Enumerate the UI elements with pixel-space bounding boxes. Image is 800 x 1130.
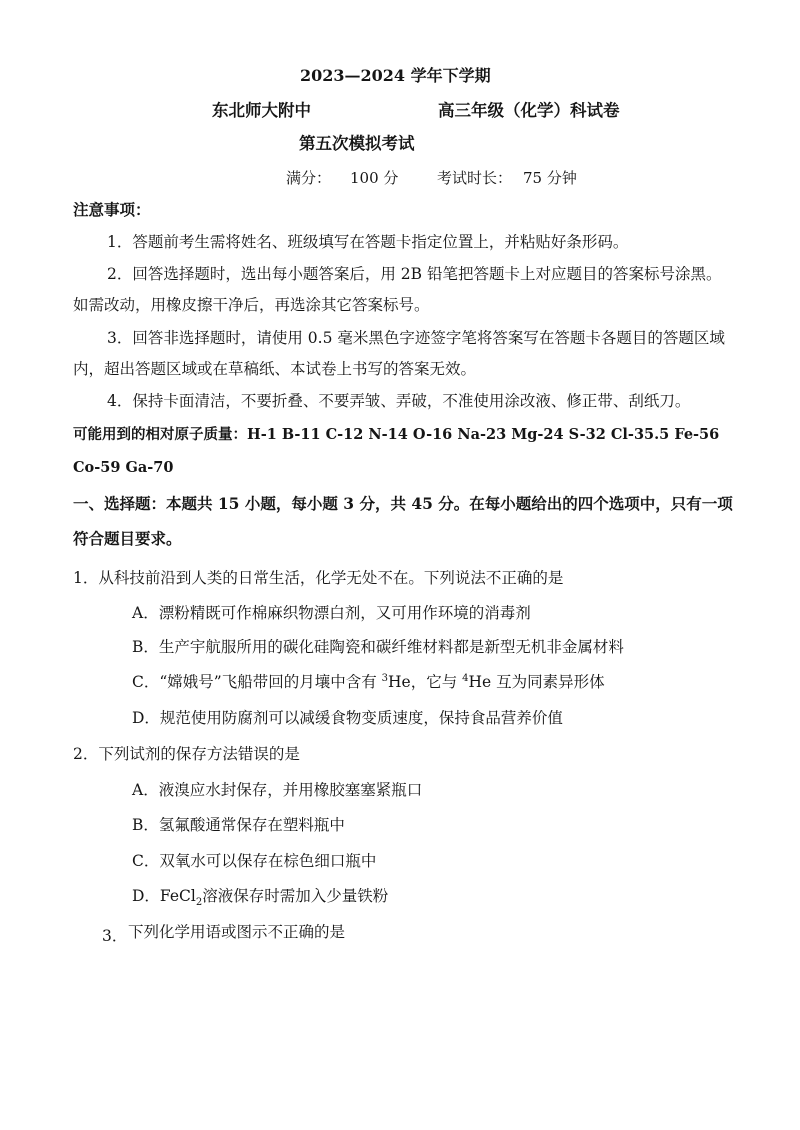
section1-heading-line2: 符合题目要求。 xyxy=(73,529,182,548)
q3-stem: 下列化学用语或图示不正确的是 xyxy=(128,923,346,941)
school-name: 东北师大附中 xyxy=(212,101,311,120)
q3-number: 3． xyxy=(102,927,128,945)
q1-option-c-post: He 互为同素异形体 xyxy=(468,673,605,691)
q1-option-c-sup1: 3 xyxy=(381,672,389,684)
q2-option-d-sub: 2 xyxy=(195,897,203,909)
q1-option-c xyxy=(132,672,605,692)
atomic-masses-line1: 可能用到的相对原子质量：H-1 B-11 C-12 N-14 O-16 Na-23 Mg-24 S-32 Cl-35.5 Fe-56 xyxy=(73,426,720,443)
q2-option-d xyxy=(132,886,389,909)
q2-option-a: A．液溴应水封保存，并用橡胶塞塞紧瓶口 xyxy=(132,781,423,799)
duration-value: 75 分钟 xyxy=(523,169,577,187)
q2-option-c: C．双氧水可以保存在棕色细口瓶中 xyxy=(132,852,377,870)
q2-option-d-pre: D．FeCl xyxy=(132,887,196,905)
exam-name: 第五次模拟考试 xyxy=(299,134,415,153)
notes-heading: 注意事项： xyxy=(73,200,151,219)
note-2b: 如需改动，用橡皮擦干净后，再选涂其它答案标号。 xyxy=(73,296,430,314)
note-3b: 内，超出答题区域或在草稿纸、本试卷上书写的答案无效。 xyxy=(73,360,477,378)
note-4: 4．保持卡面清洁，不要折叠、不要弄皱、弄破，不准使用涂改液、修正带、刮纸刀。 xyxy=(107,392,691,410)
q1-option-d: D．规范使用防腐剂可以减缓食物变质速度，保持食品营养价值 xyxy=(132,709,563,727)
duration-label: 考试时长： xyxy=(437,169,513,187)
q1-option-c-mid: He，它与 xyxy=(388,673,463,691)
q2-option-b: B．氢氟酸通常保存在塑料瓶中 xyxy=(132,816,345,834)
q1-option-b: B．生产宇航服所用的碳化硅陶瓷和碳纤维材料都是新型无机非金属材料 xyxy=(132,638,624,656)
section1-heading-line1: 一、选择题：本题共 15 小题，每小题 3 分，共 45 分。在每小题给出的四个选项中，只有一项 xyxy=(73,494,733,513)
q1-option-c-sup2: 4 xyxy=(462,672,469,684)
exam-title: 高三年级（化学）科试卷 xyxy=(438,101,620,120)
note-1: 1．答题前考生需将姓名、班级填写在答题卡指定位置上，并粘贴好条形码。 xyxy=(107,233,629,251)
full-marks-value: 100 分 xyxy=(350,169,399,187)
q1-option-c-pre: C．“嫦娥号”飞船带回的月壤中含有 xyxy=(132,673,382,691)
note-3a: 3．回答非选择题时，请使用 0.5 毫米黑色字迹签字笔将答案写在答题卡各题目的答题区域 xyxy=(107,329,725,347)
atomic-masses-line2: Co-59 Ga-70 xyxy=(73,459,174,476)
school-year: 2023—2024 学年下学期 xyxy=(300,66,491,85)
q1-stem: 1．从科技前沿到人类的日常生活，化学无处不在。下列说法不正确的是 xyxy=(73,569,564,587)
q1-option-a: A．漂粉精既可作棉麻织物漂白剂，又可用作环境的消毒剂 xyxy=(132,604,531,622)
q2-stem: 2．下列试剂的保存方法错误的是 xyxy=(73,745,300,763)
full-marks-label: 满分： xyxy=(286,169,332,187)
note-2a: 2．回答选择题时，选出每小题答案后，用 2B 铅笔把答题卡上对应题目的答案标号涂黑。 xyxy=(107,265,722,283)
q2-option-d-post: 溶液保存时需加入少量铁粉 xyxy=(202,887,389,905)
